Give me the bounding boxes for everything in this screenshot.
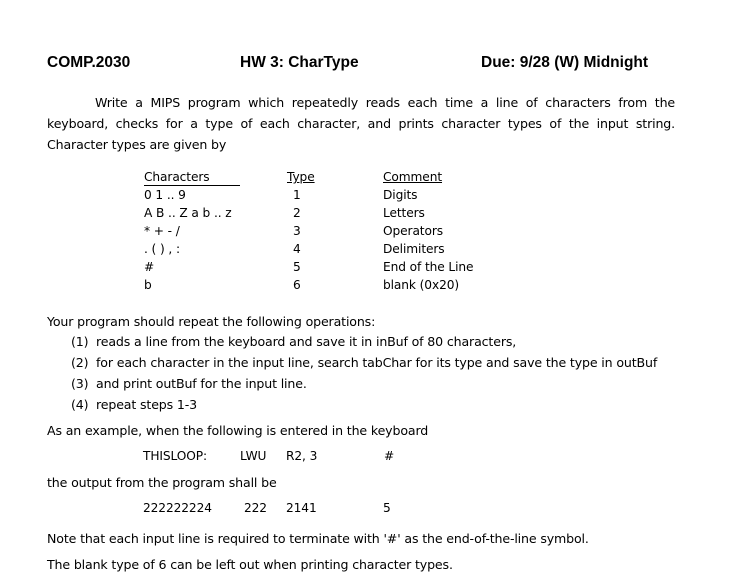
example-output-label: 222222224 xyxy=(143,501,212,515)
operation-text: reads a line from the keyboard and save it in inBuf of 80 characters, xyxy=(96,334,517,349)
col-header-type: Type xyxy=(287,170,315,184)
operation-text: and print outBuf for the input line. xyxy=(96,376,307,391)
operation-text: repeat steps 1-3 xyxy=(96,397,198,412)
assignment-title: HW 3: CharType xyxy=(240,54,359,71)
row-comment: Delimiters xyxy=(383,242,445,256)
row-chars: b xyxy=(144,278,152,292)
row-type: 1 xyxy=(293,188,301,202)
output-intro: the output from the program shall be xyxy=(47,475,277,490)
example-intro: As an example, when the following is entered in the keyboard xyxy=(47,423,429,438)
course-code: COMP.2030 xyxy=(47,54,131,71)
characters-underline xyxy=(144,185,240,186)
row-type: 6 xyxy=(293,278,301,292)
note-terminator: Note that each input line is required to terminate with '#' as the end-of-the-line symbol. xyxy=(47,531,589,546)
note-blank-type: The blank type of 6 can be left out when printing character types. xyxy=(47,557,453,572)
row-type: 3 xyxy=(293,224,301,238)
operation-number: (1) xyxy=(71,334,89,349)
example-input-args: R2, 3 xyxy=(286,449,318,463)
example-output-args: 2141 xyxy=(286,501,317,515)
row-type: 5 xyxy=(293,260,301,274)
operation-number: (2) xyxy=(71,355,89,370)
operation-text: for each character in the input line, search tabChar for its type and save the type in outBuf xyxy=(96,355,658,370)
col-header-comment: Comment xyxy=(383,170,443,184)
operation-number: (3) xyxy=(71,376,89,391)
row-chars: # xyxy=(144,260,155,274)
col-header-characters: Characters xyxy=(144,170,210,184)
row-comment: blank (0x20) xyxy=(383,278,460,292)
example-input-end: # xyxy=(384,449,395,463)
row-comment: Letters xyxy=(383,206,425,220)
row-comment: Digits xyxy=(383,188,418,202)
row-chars: * + - / xyxy=(144,224,180,238)
example-output-op: 222 xyxy=(244,501,267,515)
row-comment: End of the Line xyxy=(383,260,474,274)
example-output-end: 5 xyxy=(383,501,391,515)
row-chars: . ( ) , : xyxy=(144,242,180,256)
row-type: 4 xyxy=(293,242,301,256)
intro-text: Write a MIPS program which repeatedly reads each time a line of characters from the keyboard, checks for a type of each character, and prints character types of the input string. Character types are given by xyxy=(47,95,675,152)
example-input-label: THISLOOP: xyxy=(143,449,208,463)
row-type: 2 xyxy=(293,206,301,220)
intro-paragraph xyxy=(47,92,675,155)
operations-intro: Your program should repeat the following operations: xyxy=(47,314,376,329)
row-chars: 0 1 .. 9 xyxy=(144,188,186,202)
row-chars: A B .. Z a b .. z xyxy=(144,206,232,220)
due-date: Due: 9/28 (W) Midnight xyxy=(481,54,649,71)
example-input-op: LWU xyxy=(240,449,267,463)
row-comment: Operators xyxy=(383,224,444,238)
operation-number: (4) xyxy=(71,397,89,412)
